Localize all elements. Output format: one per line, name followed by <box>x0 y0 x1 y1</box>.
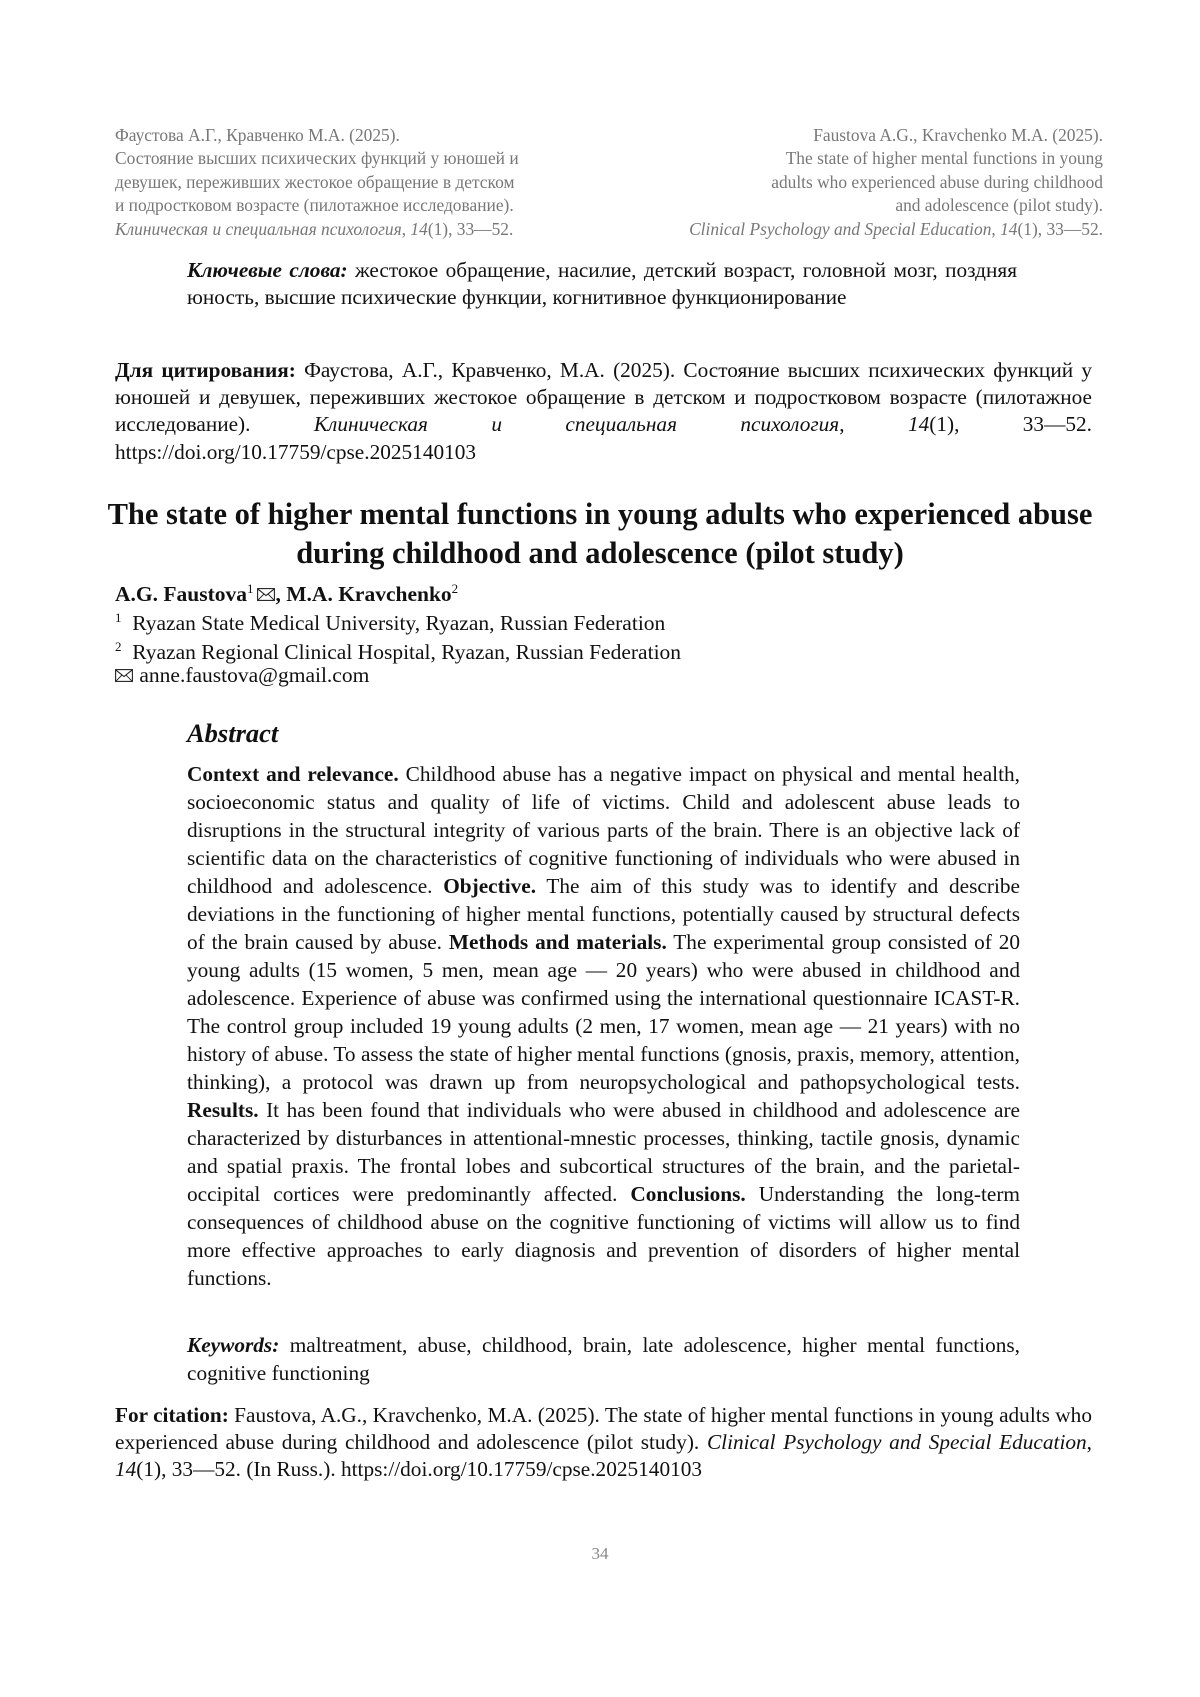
ru-keywords-text: жестокое обращение, насилие, детский возраст, головной мозг, поздняя юность, высшие психические функции, когнитивное функционирова­ние <box>187 258 1017 309</box>
abstract-results-text: It has been found that individuals who were abused in childhood and adolescence are characterized by disturbances in attentional-mnestic processes, thinking, tactile gnosis, dynamic and spatial praxis. The frontal lobes and subcortical structures of the brain, and the parietal-occipital cortices were predomi­nantly affected. <box>187 1098 1020 1206</box>
envelope-icon[interactable] <box>257 588 275 601</box>
header-en-journal-line: Clinical Psychology and Special Education, 14(1), 33—52. <box>583 218 1103 241</box>
en-citation-label: For citation: <box>115 1403 229 1427</box>
email-link[interactable]: anne.faustova@gmail.com <box>139 663 369 687</box>
running-header-ru <box>115 124 615 241</box>
abstract-results-label: Results. <box>187 1098 259 1122</box>
affiliation-number: 2 <box>115 639 122 654</box>
header-en-line: Faustova A.G., Kravchenko M.A. (2025). <box>583 124 1103 147</box>
header-en-line: and adolescence (pilot study). <box>583 194 1103 217</box>
affiliation-text: Ryazan State Medical University, Ryazan, Russian Federation <box>132 611 665 635</box>
envelope-icon <box>115 669 133 682</box>
abstract-context-text: Childhood abuse has a negative impact on physical and men­tal health, socioeconomic status and quality of life of victims. Child and adolescent abuse leads to disruptions in the structural integrity of various parts of the brain. There is an objective lack of scientific data on the characteristics of cognitive functioning of individuals who were abused in childhood and adolescence. <box>187 762 1020 898</box>
corresponding-email <box>115 661 369 689</box>
header-ru-line: девушек, переживших жестокое обращение в детском <box>115 171 615 194</box>
author-affiliation-marker: 1 <box>247 581 254 596</box>
ru-citation-volume: 14 <box>908 412 929 436</box>
header-ru-issue: (1), 33—52. <box>428 219 514 239</box>
author-separator: , <box>276 582 287 606</box>
en-citation-volume: 14 <box>115 1457 136 1481</box>
header-en-issue: (1), 33—52. <box>1018 219 1104 239</box>
header-ru-journal: Клиническая и специальная психология <box>115 219 402 239</box>
header-en-line: The state of higher mental functions in young <box>583 147 1103 170</box>
en-citation-text: Faustova, A.G., Kravchenko, M.A. (2025). The state of higher mental functions in young adults who experienced abuse during childhood and adolescence (pilot study). <box>115 1403 1092 1454</box>
affiliation-text: Ryazan Regional Clinical Hospital, Ryazan, Russian Federation <box>132 640 681 664</box>
author-affiliation-marker: 2 <box>452 581 459 596</box>
header-ru-line: Фаустова А.Г., Кравченко М.А. (2025). <box>115 124 615 147</box>
abstract-methods-label: Meth­ods and materials. <box>449 930 667 954</box>
affiliation-number: 1 <box>115 610 122 625</box>
en-keywords-text: maltreatment, abuse, childhood, brain, late adolescence, higher mental functions, cognitive functioning <box>187 1333 1020 1385</box>
abstract-objective-text: The aim of this study was to identify and describe deviations in the functioning of higher mental functions, potentially caused by structural defects of the brain caused by abuse. <box>187 874 1020 954</box>
ru-citation: Для цитирования: Фаустова, А.Г., Кравченко, М.А. (2025). Состояние высших психических функций у юношей и девушек, переживших жестокое обращение в детском и подростковом возрасте (пилотажное исследование). Клиническая и специальная психология, 14(1), 33—52. https://doi.org/10.17759/cpse.2025140103 <box>115 357 1092 466</box>
abstract-conclusions-label: Conclusions. <box>630 1182 745 1206</box>
en-keywords <box>187 1331 1020 1387</box>
abstract-context-label: Context and relevance. <box>187 762 399 786</box>
header-ru-line: и подростковом возрасте (пилотажное исследование). <box>115 194 615 217</box>
ru-citation-label: Для цитирования: <box>115 358 296 382</box>
abstract-heading: Abstract <box>187 717 278 749</box>
header-en-line: adults who experienced abuse during childhood <box>583 171 1103 194</box>
ru-keywords <box>187 257 1017 311</box>
ru-citation-journal: Клиническая и специальная психология <box>314 412 839 436</box>
ru-citation-doi-link[interactable]: https://doi.org/10.17759/cpse.2025140103 <box>115 440 476 464</box>
header-en-volume: 14 <box>1000 219 1017 239</box>
author-name: A.G. Faustova <box>115 582 247 606</box>
header-en-journal: Clinical Psychology and Special Education <box>689 219 991 239</box>
en-citation-journal: Clinical Psychology and Special Education <box>707 1430 1087 1454</box>
running-header-en <box>583 124 1103 241</box>
header-ru-volume: 14 <box>410 219 427 239</box>
page-number: 34 <box>0 1544 1200 1564</box>
abstract-methods-text: The experimental group consisted of 20 young adults (15 women, 5 men, mean age — 20 years) who were abused in childhood and adolescence. Expe­rience of abuse was confirmed using the international questionnaire ICAST-R. The control group included 19 young adults (2 men, 17 women, mean age — 21 years) with no history of abuse. To assess the state of higher mental functions (gnosis, praxis, memory, attention, thinking), a protocol was drawn up from neuropsychological and pathopsychological tests. <box>187 930 1020 1094</box>
author-name: M.A. Kravchenko <box>286 582 451 606</box>
en-citation: For citation: Faustova, A.G., Kravchenko, M.A. (2025). The state of higher mental functions in young adults who experienced abuse during childhood and adolescence (pilot study). Clinical Psychology and Special Education, 14(1), 33—52. (In Russ.). https://doi.org/10.17759/cpse.2025140103 <box>115 1402 1092 1484</box>
abstract-body <box>187 760 1020 1292</box>
ru-citation-pages: (1), 33—52. <box>929 412 1092 436</box>
en-keywords-label: Keywords: <box>187 1333 279 1357</box>
header-ru-line: Состояние высших психических функций у юношей и <box>115 147 615 170</box>
en-citation-pages: (1), 33—52. (In Russ.). <box>136 1457 335 1481</box>
header-ru-journal-line: Клиническая и специальная психология, 14(1), 33—52. <box>115 218 615 241</box>
en-citation-doi-link[interactable]: https://doi.org/10.17759/cpse.2025140103 <box>341 1457 702 1481</box>
article-title: The state of higher mental functions in young adults who experienced abuse during childhood and adolescence (pilot study) <box>100 495 1100 573</box>
ru-keywords-label: Ключевые слова: <box>187 258 348 282</box>
abstract-objective-label: Objective. <box>443 874 536 898</box>
abstract-conclusions-text: Understanding the long-term consequences of child­hood abuse on the cognitive functioning of victims will allow us to find more effective approaches to early diagnosis and prevention of disorders of higher mental functions. <box>187 1182 1020 1290</box>
ru-citation-text: Фаустова, А.Г., Кравченко, М.А. (2025). Состояние высших психических функций у юношей и девушек, переживших жестокое обращение в детском и подростковом возрасте (пилотажное исследование). <box>115 358 1092 436</box>
